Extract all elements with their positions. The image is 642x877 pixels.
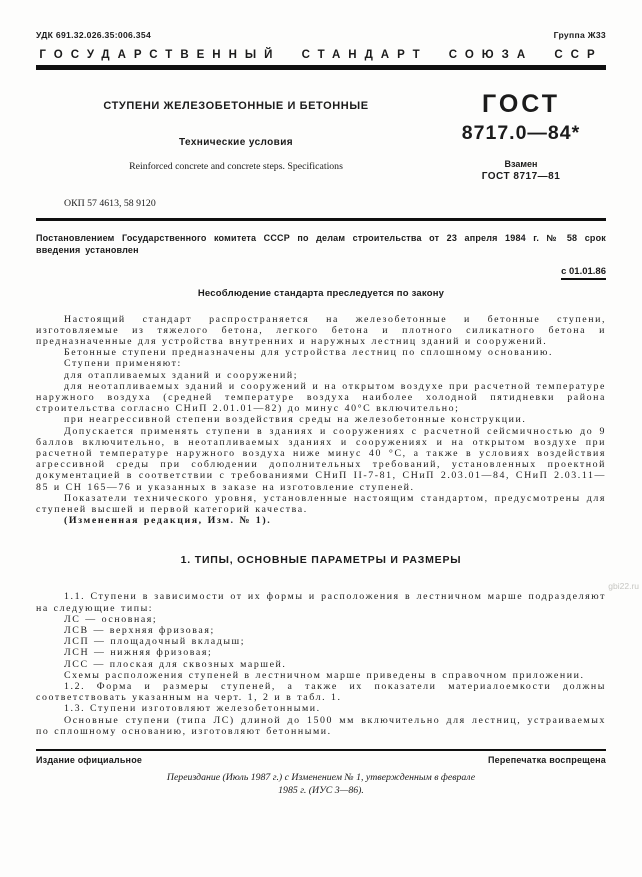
reprint-prohibited-note: Перепечатка воспрещена xyxy=(487,754,606,765)
paragraph: Ступени применяют: xyxy=(64,358,182,370)
document-subtitle: Технические условия xyxy=(178,137,293,148)
paragraph: Показатели технического уровня, установленные настоящим стандартом, предусмотрены для ступеней высшей и первой категорий качества. xyxy=(36,492,606,515)
separator-rule xyxy=(36,218,606,221)
watermark-text: gbi22.ru xyxy=(608,581,639,591)
replaces-label: Взамен xyxy=(504,159,538,169)
law-notice: Несоблюдение стандарта преследуется по закону xyxy=(197,287,445,299)
document-subtitle-english: Reinforced concrete and concrete steps. Specifications xyxy=(129,161,343,172)
group-code: Группа Ж33 xyxy=(553,30,606,40)
section-1-body xyxy=(36,591,606,737)
intro-section xyxy=(36,314,606,527)
classification-row xyxy=(36,30,606,40)
standard-org-title: ГОСУДАРСТВЕННЫЙ СТАНДАРТ СОЮЗА ССР xyxy=(39,49,603,61)
paragraph: Основные ступени (типа ЛС) длиной до 1500 мм включительно для лестниц, устраиваемых по сплошному основанию, изготовляют бетонными. xyxy=(36,714,606,737)
amendment-note: (Измененная редакция, Изм. № 1). xyxy=(64,515,272,527)
title-block xyxy=(36,70,606,182)
effective-date-row xyxy=(36,261,606,280)
paragraph: Схемы расположения ступеней в лестничном марше приведены в справочном приложении. xyxy=(64,669,585,681)
gost-designation-block xyxy=(436,70,606,182)
paragraph: 1.2. Форма и размеры ступеней, а также их показатели материалоемкости должны соответствовать указанным на черт. 1, 2 и в табл. 1. xyxy=(36,680,606,704)
paragraph: для неотапливаемых зданий и сооружений и на открытом воздухе при расчетной температуре наружного воздуха (средней температуре воздуха наиболее холодной пятидневки района строительства согласно СНиП 2.01.01—82) до минус 40°С включительно; xyxy=(36,380,606,415)
replaces-reference: ГОСТ 8717—81 xyxy=(481,171,561,182)
document-title: СТУПЕНИ ЖЕЛЕЗОБЕТОННЫЕ И БЕТОННЫЕ xyxy=(103,100,369,112)
paragraph: Допускается применять ступени в зданиях и сооружениях с расчетной сейсмичностью до 9 баллов включительно, в неотапливаемых зданиях и сооружениях и на открытом воздухе при расчетной температуре наружного воздуха ниже минус 40 °С, а также в условиях воздействия агрессивной среды при соблюдении дополнительных требований, установленных проектной документацией в соответствии с требованиями СНиП II-7-81, СНиП 2.03.01—84, СНиП 2.03.11—85 и СН 165—76 и указанных в заказе на изготовление ступеней. xyxy=(36,425,606,493)
paragraph: для отапливаемых зданий и сооружений; xyxy=(64,369,299,381)
list-item: ЛСС — плоская для сквозных маршей. xyxy=(64,658,287,670)
footer-row xyxy=(36,755,606,765)
footer-rule xyxy=(36,749,606,751)
paragraph: при неагрессивной степени воздействия среды на железобетонные конструкции. xyxy=(64,414,527,426)
paragraph: 1.1. Ступени в зависимости от их формы и расположения в лестничном марше подразделяют на следующие типы: xyxy=(36,591,606,614)
list-item: ЛСН — нижняя фризовая; xyxy=(64,647,213,659)
paragraph: Бетонные ступени предназначены для устройства лестниц по сплошному основанию. xyxy=(64,347,554,359)
paragraph: 1.3. Ступени изготовляют железобетонными. xyxy=(64,703,321,715)
gost-number: 8717.0—84* xyxy=(461,122,581,144)
okp-codes: ОКП 57 4613, 58 9120 xyxy=(64,198,156,209)
effective-date: с 01.01.86 xyxy=(561,266,606,280)
section-1-heading: 1. ТИПЫ, ОСНОВНЫЕ ПАРАМЕТРЫ И РАЗМЕРЫ xyxy=(180,554,462,567)
list-item: ЛСВ — верхняя фризовая; xyxy=(64,624,215,636)
official-edition-note: Издание официальное xyxy=(36,754,143,765)
decree-text: Постановлением Государственного комитета СССР по делам строительства от 23 апреля 1984 г. № 58 срок введения установлен xyxy=(36,232,606,255)
list-item: ЛС — основная; xyxy=(64,613,158,625)
title-left-column xyxy=(36,70,436,182)
reissue-note: Переиздание (Июль 1987 г.) с Изменением № 1, утвержденным в феврале 1985 г. (ИУС 3—86). xyxy=(166,771,476,796)
udk-code: УДК 691.32.026.35:006.354 xyxy=(36,30,152,40)
paragraph: Настоящий стандарт распространяется на железобетонные и бетонные ступени, изготовляемые из тяжелого бетона, легкого бетона и плотного силикатного бетона и предназначенные для устройства внутренних и наружных лестниц зданий и сооружений. xyxy=(36,313,606,347)
gost-label: ГОСТ xyxy=(482,90,560,118)
list-item: ЛСП — площадочный вкладыш; xyxy=(64,636,246,648)
